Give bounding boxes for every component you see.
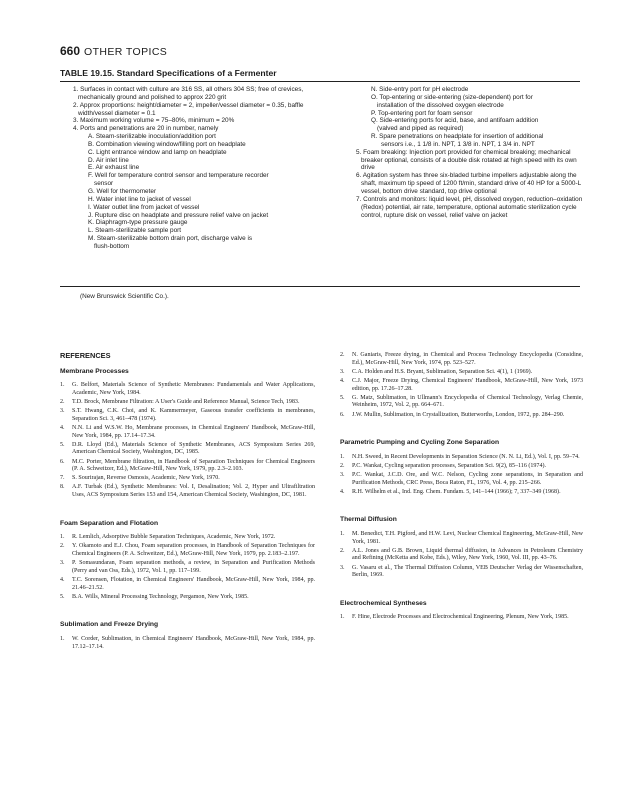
- reference-text: C.J. Major, Freeze Drying, Chemical Engineers' Handbook, McGraw-Hill, New York, 1973 edition, pp. 17.26–17.28.: [352, 377, 583, 392]
- reference-number: 4.: [340, 488, 345, 495]
- reference-text: G. Matz, Sublimation, in Ullmann's Encyclopedia of Chemical Technology, Verlag Chemie, Weinheim, 1972, Vol. 2, pp. 664–671.: [352, 394, 583, 409]
- table-line: R. Spare penetrations on headplate for insertion of additional: [371, 133, 544, 141]
- reference-item: [60, 543, 315, 558]
- reference-item: [60, 382, 315, 397]
- reference-number: 3.: [60, 408, 65, 415]
- table-line: Q. Side-entering ports for acid, base, and antifoam addition: [371, 117, 539, 125]
- reference-item: [340, 395, 583, 410]
- table-line: A. Steam-sterilizable inoculation/addition port: [88, 133, 216, 141]
- page-number: 660: [60, 44, 81, 58]
- reference-text: M.C. Porter, Membrane filtration, in Handbook of Separation Techniques for Chemical Engineers (P. A. Schweitzer, Ed.), McGraw-Hill, New York, 1979, pp. 2.3–2.103.: [72, 458, 315, 473]
- table-line: L. Steam-sterilizable sample port: [88, 227, 182, 235]
- reference-text: A.L. Jones and G.B. Brown, Liquid thermal diffusion, in Advances in Petroleum Chemistry and Refining (McKetta and Kobe, Eds.), Wiley, New York, 1960, Vol. III, pp. 43–76.: [352, 547, 583, 562]
- reference-number: 4.: [60, 424, 65, 431]
- table-line: D. Air inlet line: [88, 156, 129, 164]
- reference-text: R.H. Wilhelm et al., Ind. Eng. Chem. Fundam. 5, 141–144 (1966); 7, 337–349 (1968).: [352, 488, 561, 495]
- table-source-note: (New Brunswick Scientific Co.).: [80, 293, 169, 300]
- reference-item: [60, 442, 315, 457]
- reference-item: [340, 352, 583, 367]
- references-left-column: [60, 352, 315, 653]
- reference-text: D.R. Lloyd (Ed.), Materials Science of Synthetic Membranes, ACS Symposium Series 269, American Chemical Society, Washington, DC, 1985.: [72, 441, 315, 456]
- table-line: installation of the dissolved oxygen electrode: [377, 101, 504, 109]
- reference-number: 1.: [340, 453, 345, 460]
- reference-number: 5.: [340, 394, 345, 401]
- reference-section-heading: Foam Separation and Flotation: [60, 519, 159, 527]
- reference-item: [340, 412, 583, 420]
- reference-section-heading: Thermal Diffusion: [340, 516, 397, 524]
- reference-text: M. Benedict, T.H. Pigford, and H.W. Levi, Nuclear Chemical Engineering, McGraw-Hill, New York, 1981.: [352, 531, 583, 545]
- table-line: sensors i.e., 1 1/8 in. NPT, 1 3/8 in. NPT, 1 3/4 in. NPT: [381, 140, 535, 148]
- reference-list: [60, 382, 315, 499]
- reference-item: [60, 636, 315, 651]
- reference-number: 2.: [340, 547, 345, 554]
- reference-section-heading: Electrochemical Syntheses: [340, 599, 427, 607]
- reference-number: 8.: [60, 484, 65, 491]
- table-line: G. Well for thermometer: [88, 187, 157, 195]
- reference-number: 4.: [340, 377, 345, 384]
- table-line: J. Rupture disc on headplate and pressure relief valve on jacket: [88, 211, 269, 219]
- table-line: M. Steam-sterilizable bottom drain port, discharge valve is: [88, 235, 253, 243]
- reference-text: A.F. Turbak (Ed.), Synthetic Membranes: Vol. I, Desalination; Vol. 2, Hyper and Ultrafiltration Uses, ACS Symposium Series 153 and 154, American Chemical Society, Washington, DC, 1981.: [72, 484, 315, 499]
- reference-text: F. Hine, Electrode Processes and Electrochemical Engineering, Plenum, New York, 1985.: [352, 614, 569, 621]
- reference-item: [60, 534, 315, 542]
- reference-section-heading: Parametric Pumping and Cycling Zone Separation: [340, 439, 500, 447]
- reference-list: [340, 531, 583, 580]
- reference-number: 3.: [340, 368, 345, 375]
- reference-item: [60, 594, 315, 602]
- reference-text: S. Sourirajan, Reverse Osmosis, Academic, New York, 1970.: [72, 475, 220, 482]
- reference-item: [340, 565, 583, 580]
- reference-number: 1.: [60, 382, 65, 389]
- table-line: (valved and piped as required): [377, 125, 464, 133]
- table-line: F. Well for temperature control sensor and temperature recorder: [88, 172, 269, 180]
- reference-number: 3.: [340, 564, 345, 571]
- table-line: sensor: [94, 180, 114, 188]
- reference-number: 2.: [340, 462, 345, 469]
- reference-text: N.H. Sweed, in Recent Developments in Separation Science (N. N. Li, Ed.), Vol. I, pp. 59–74.: [352, 453, 580, 460]
- reference-number: 1.: [60, 635, 65, 642]
- reference-item: [60, 560, 315, 575]
- reference-number: 1.: [340, 614, 345, 621]
- reference-number: 2.: [60, 398, 65, 405]
- table-line: O. Top-entering or side-entering (size-dependent) port for: [371, 93, 533, 101]
- reference-text: S.T. Hwang, C.K. Choi, and K. Kammermeyer, Gaseous transfer coefficients in membranes, Separation Sci. 3, 461–478 (1974).: [72, 408, 315, 422]
- reference-item: [340, 454, 583, 462]
- table-right-column: [343, 86, 583, 219]
- table-line: I. Water outlet line from jacket of vessel: [88, 203, 200, 211]
- reference-number: 6.: [60, 458, 65, 465]
- table-line: N. Side-entry port for pH electrode: [371, 86, 469, 93]
- table-line: 2. Approx proportions: height/diameter = 2, impeller/vessel diameter = 0.35, baffle width/vessel diameter = 0.1: [73, 101, 304, 117]
- reference-text: R. Lemlich, Adsorptive Bubble Separation Techniques, Academic, New York, 1972.: [72, 534, 276, 541]
- reference-item: [60, 459, 315, 474]
- reference-item: [60, 577, 315, 592]
- reference-text: P.C. Wankat, Cycling separation processes, Separation Sci. 9(2), 85–116 (1974).: [352, 462, 546, 469]
- table-line: K. Diaphragm-type pressure gauge: [88, 219, 188, 227]
- reference-section-heading: Sublimation and Freeze Drying: [60, 621, 159, 629]
- reference-text: G. Vasaru et al., The Thermal Diffusion Column, VEB Deutscher Verlag der Wissenschaften, Berlin, 1969.: [352, 564, 583, 579]
- reference-number: 3.: [60, 560, 65, 567]
- table-line: 7. Controls and monitors: liquid level, pH, dissolved oxygen, reduction–oxidation (Redox) potential, air rate, temperature, optional automatic sterilization cycle control, rupture disk on vessel, relief valve on jacket: [356, 195, 583, 219]
- table-bottom-rule: [60, 286, 580, 287]
- table-top-rule: [60, 81, 580, 82]
- reference-list: [340, 352, 583, 419]
- reference-item: [60, 425, 315, 440]
- reference-item: [340, 531, 583, 546]
- reference-number: 7.: [60, 475, 65, 482]
- reference-list: [60, 534, 315, 601]
- reference-item: [340, 472, 583, 487]
- table-line: 4. Ports and penetrations are 20 in number, namely: [73, 125, 219, 133]
- reference-text: N. Ganiaris, Freeze drying, in Chemical and Process Technology Encyclopedia (Considine, Ed.), McGraw-Hill, New York, 1974, pp. 523–527.: [352, 352, 583, 366]
- reference-number: 4.: [60, 577, 65, 583]
- reference-list: [340, 614, 583, 622]
- reference-text: B.A. Wills, Mineral Processing Technology, Pergamon, New York, 1985.: [72, 593, 249, 600]
- reference-text: J.W. Mullin, Sublimation, in Crystallization, Butterworths, London, 1972, pp. 284–290.: [352, 411, 565, 418]
- running-head: OTHER TOPICS: [84, 46, 168, 58]
- table-line: 3. Maximum working volume = 75–80%, minimum = 20%: [73, 117, 235, 125]
- table-line: 5. Foam breaking: Injection port provided for chemical breaking; mechanical breaker optional, consists of a double disk rotated at high speed with its own drive: [356, 148, 577, 172]
- reference-text: Y. Okamoto and E.J. Chou, Foam separation processes, in Handbook of Separation Techniques for Chemical Engineers (P. A. Schweitzer, Ed.), McGraw-Hill, New York, 1979, pp. 2.183–2.197.: [72, 543, 315, 558]
- table-left-column: [60, 86, 315, 251]
- reference-number: 1.: [340, 531, 345, 538]
- reference-text: P.C. Wankat, J.C.D. Ore, and W.C. Nelson, Cycling zone separations, in Separation and Purification Methods, CRC Press, Boca Raton, FL, 1976, Vol. 4, pp. 215–266.: [352, 472, 583, 486]
- reference-number: 5.: [60, 593, 65, 600]
- reference-item: [60, 484, 315, 499]
- table-line: B. Combination viewing window/filling port on headplate: [88, 140, 246, 148]
- reference-item: [60, 475, 315, 483]
- reference-text: N.N. Li and W.S.W. Ho, Membrane processes, in Chemical Engineers' Handbook, McGraw-Hill, New York, 1984, pp. 17.14–17.34.: [72, 424, 315, 439]
- reference-number: 2.: [60, 543, 65, 550]
- table-line: 6. Agitation system has three six-bladed turbine impellers adjustable along the shaft, maximum tip speed of 1200 ft/min, standard drive of 40 HP for a 5000-L vessel, bottom drive standard, top drive optional: [356, 172, 581, 195]
- table-title: TABLE 19.15. Standard Specifications of a Fermenter: [60, 68, 277, 78]
- reference-item: [340, 489, 583, 497]
- table-line: flush-bottom: [94, 242, 130, 250]
- reference-item: [60, 408, 315, 423]
- reference-number: 1.: [60, 534, 65, 541]
- references-right-column: [340, 352, 583, 624]
- reference-item: [340, 378, 583, 393]
- reference-section-heading: Membrane Processes: [60, 367, 129, 375]
- reference-number: 2.: [340, 352, 345, 358]
- table-line: E. Air exhaust line: [88, 164, 140, 172]
- reference-text: T.D. Brock, Membrane Filtration: A User's Guide and Reference Manual, Science Tech, 1983.: [72, 398, 300, 405]
- reference-number: 3.: [340, 472, 345, 479]
- table-line: H. Water inlet line to jacket of vessel: [88, 195, 191, 203]
- reference-item: [340, 369, 583, 377]
- reference-number: 6.: [340, 411, 345, 418]
- reference-item: [340, 463, 583, 471]
- table-line: C. Light entrance window and lamp on headplate: [88, 148, 227, 156]
- reference-text: C.A. Holden and H.S. Bryant, Sublimation, Separation Sci. 4(1), 1 (1969).: [352, 368, 533, 375]
- reference-list: [340, 454, 583, 497]
- reference-text: T.C. Sorensen, Flotation, in Chemical Engineers' Handbook, McGraw-Hill, New York, 1984, pp. 21.46–21.52.: [72, 577, 315, 591]
- reference-item: [340, 614, 583, 622]
- reference-item: [340, 548, 583, 563]
- table-line: 1. Surfaces in contact with culture are 316 SS, all others 304 SS; free of crevices, mechanically ground and polished to approx 220 grit: [73, 86, 304, 101]
- reference-list: [60, 636, 315, 651]
- table-line: P. Top-entering port for foam sensor: [371, 109, 473, 117]
- page-header: [60, 44, 167, 58]
- references-heading: REFERENCES: [60, 351, 111, 360]
- reference-number: 5.: [60, 441, 65, 448]
- reference-text: G. Belfort, Materials Science of Synthetic Membranes: Fundamentals and Water Applications, Academic, New York, 1984.: [72, 382, 315, 396]
- reference-item: [60, 399, 315, 407]
- reference-text: P. Somasundaran, Foam separation methods, a review, in Separation and Purification Methods (Perry and van Oss, Eds.), 1972, Vol. 1, pp. 117–199.: [72, 560, 315, 574]
- reference-text: W. Corder, Sublimation, in Chemical Engineers' Handbook, McGraw-Hill, New York, 1984, pp. 17.12–17.14.: [72, 635, 315, 650]
